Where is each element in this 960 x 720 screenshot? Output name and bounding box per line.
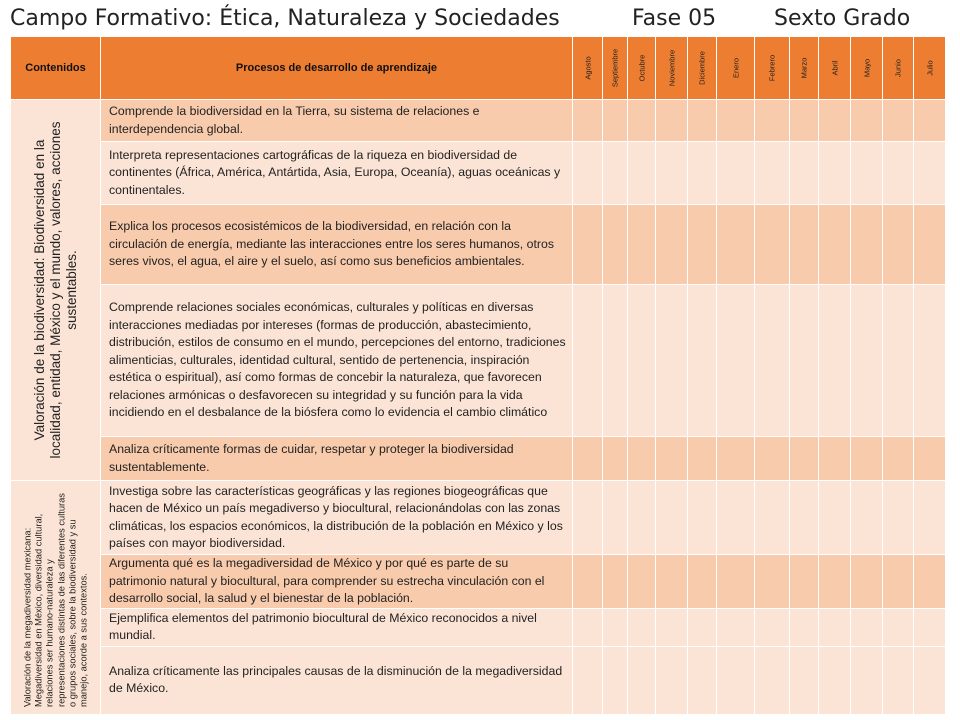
month-checkbox-cell[interactable]	[819, 142, 851, 205]
month-checkbox-cell[interactable]	[755, 646, 790, 714]
table-row	[11, 100, 946, 142]
table-row	[11, 608, 946, 646]
month-checkbox-cell[interactable]	[914, 100, 946, 142]
month-checkbox-cell[interactable]	[883, 481, 914, 555]
month-checkbox-cell[interactable]	[851, 142, 883, 205]
month-checkbox-cell[interactable]	[883, 646, 914, 714]
month-checkbox-cell[interactable]	[717, 205, 755, 285]
month-checkbox-cell[interactable]	[755, 555, 790, 609]
table-row	[11, 142, 946, 205]
table-row	[11, 205, 946, 285]
month-checkbox-cell[interactable]	[755, 100, 790, 142]
month-checkbox-cell[interactable]	[717, 555, 755, 609]
month-checkbox-cell[interactable]	[790, 437, 819, 481]
month-checkbox-cell[interactable]	[755, 481, 790, 555]
month-checkbox-cell[interactable]	[790, 100, 819, 142]
month-checkbox-cell[interactable]	[573, 142, 603, 205]
contenido-label: Valoración de la biodiversidad: Biodiversidad en la localidad, entidad, México y el mundo, valores, acciones sustentables.	[31, 121, 79, 459]
month-checkbox-cell[interactable]	[573, 608, 603, 646]
month-checkbox-cell[interactable]	[851, 481, 883, 555]
month-checkbox-cell[interactable]	[656, 142, 688, 205]
month-checkbox-cell[interactable]	[656, 205, 688, 285]
table-row	[11, 555, 946, 609]
month-checkbox-cell[interactable]	[603, 646, 628, 714]
month-header: Mayo	[851, 37, 883, 100]
month-checkbox-cell[interactable]	[755, 608, 790, 646]
month-checkbox-cell[interactable]	[656, 481, 688, 555]
month-checkbox-cell[interactable]	[628, 142, 656, 205]
month-checkbox-cell[interactable]	[603, 437, 628, 481]
month-checkbox-cell[interactable]	[628, 205, 656, 285]
month-checkbox-cell[interactable]	[790, 555, 819, 609]
month-checkbox-cell[interactable]	[883, 608, 914, 646]
month-checkbox-cell[interactable]	[688, 481, 717, 555]
campo-title: Campo Formativo: Ética, Naturaleza y Sociedades	[10, 6, 560, 31]
month-checkbox-cell[interactable]	[851, 100, 883, 142]
month-checkbox-cell[interactable]	[851, 205, 883, 285]
month-checkbox-cell[interactable]	[603, 608, 628, 646]
month-header: Julio	[914, 37, 946, 100]
month-checkbox-cell[interactable]	[819, 437, 851, 481]
month-checkbox-cell[interactable]	[656, 285, 688, 437]
month-checkbox-cell[interactable]	[717, 285, 755, 437]
proceso-cell: Ejemplifica elementos del patrimonio biocultural de México reconocidos a nivel mundial.	[101, 608, 573, 646]
month-checkbox-cell[interactable]	[755, 205, 790, 285]
month-checkbox-cell[interactable]	[688, 285, 717, 437]
month-header: Marzo	[790, 37, 819, 100]
month-checkbox-cell[interactable]	[688, 142, 717, 205]
month-checkbox-cell[interactable]	[755, 437, 790, 481]
month-checkbox-cell[interactable]	[573, 555, 603, 609]
proceso-cell: Comprende la biodiversidad en la Tierra, su sistema de relaciones e interdependencia global.	[101, 100, 573, 142]
month-checkbox-cell[interactable]	[851, 285, 883, 437]
month-checkbox-cell[interactable]	[717, 608, 755, 646]
table-row	[11, 285, 946, 437]
month-checkbox-cell[interactable]	[790, 608, 819, 646]
month-header: Septiembre	[603, 37, 628, 100]
month-checkbox-cell[interactable]	[883, 555, 914, 609]
month-checkbox-cell[interactable]	[851, 437, 883, 481]
month-checkbox-cell[interactable]	[603, 142, 628, 205]
month-checkbox-cell[interactable]	[883, 142, 914, 205]
month-header: Noviembre	[656, 37, 688, 100]
month-checkbox-cell[interactable]	[755, 285, 790, 437]
month-checkbox-cell[interactable]	[851, 555, 883, 609]
contenido-label: Valoración de la megadiversidad mexicana: Megadiversidad en México, diversidad cultural, relaciones ser humano-naturaleza y representaciones distintas de las diferentes culturas o grupos sociales, sobre la biodiversidad y su manejo, acorde a sus contextos.	[21, 493, 88, 708]
header-row	[11, 37, 946, 100]
month-header: Junio	[883, 37, 914, 100]
table-row	[11, 481, 946, 555]
month-checkbox-cell[interactable]	[790, 142, 819, 205]
month-checkbox-cell[interactable]	[656, 100, 688, 142]
month-checkbox-cell[interactable]	[688, 646, 717, 714]
table-row	[11, 646, 946, 714]
month-checkbox-cell[interactable]	[819, 285, 851, 437]
month-checkbox-cell[interactable]	[883, 205, 914, 285]
month-checkbox-cell[interactable]	[656, 437, 688, 481]
month-header: Agosto	[573, 37, 603, 100]
month-checkbox-cell[interactable]	[790, 205, 819, 285]
proceso-cell: Investiga sobre las características geográficas y las regiones biogeográficas que hacen de México un país megadiverso y biocultural, relacionándolas con las zonas climáticas, los espacios económicos, la distribución de la población en México y los países con mayor biodiversidad.	[101, 481, 573, 555]
month-checkbox-cell[interactable]	[883, 100, 914, 142]
month-header: Febrero	[755, 37, 790, 100]
month-checkbox-cell[interactable]	[717, 142, 755, 205]
month-checkbox-cell[interactable]	[851, 646, 883, 714]
proceso-cell: Explica los procesos ecosistémicos de la biodiversidad, en relación con la circulación de energía, mediante las interacciones entre los seres humanos, otros seres vivos, el agua, el aire y el suelo, así como sus beneficios ambientales.	[101, 205, 573, 285]
month-checkbox-cell[interactable]	[883, 285, 914, 437]
month-checkbox-cell[interactable]	[914, 555, 946, 609]
month-checkbox-cell[interactable]	[688, 100, 717, 142]
month-checkbox-cell[interactable]	[819, 608, 851, 646]
month-checkbox-cell[interactable]	[603, 205, 628, 285]
month-checkbox-cell[interactable]	[628, 555, 656, 609]
month-checkbox-cell[interactable]	[688, 555, 717, 609]
month-checkbox-cell[interactable]	[819, 100, 851, 142]
month-checkbox-cell[interactable]	[656, 646, 688, 714]
month-checkbox-cell[interactable]	[628, 100, 656, 142]
month-checkbox-cell[interactable]	[914, 142, 946, 205]
month-checkbox-cell[interactable]	[755, 142, 790, 205]
month-checkbox-cell[interactable]	[656, 555, 688, 609]
grado-label: Sexto Grado	[774, 6, 911, 31]
month-checkbox-cell[interactable]	[914, 285, 946, 437]
month-checkbox-cell[interactable]	[790, 481, 819, 555]
month-checkbox-cell[interactable]	[819, 555, 851, 609]
title-bar	[0, 0, 960, 36]
month-checkbox-cell[interactable]	[688, 608, 717, 646]
month-checkbox-cell[interactable]	[914, 481, 946, 555]
month-header: Abril	[819, 37, 851, 100]
month-checkbox-cell[interactable]	[790, 646, 819, 714]
month-checkbox-cell[interactable]	[914, 646, 946, 714]
proceso-cell: Analiza críticamente las principales causas de la disminución de la megadiversidad de México.	[101, 646, 573, 714]
month-checkbox-cell[interactable]	[573, 481, 603, 555]
col-procesos-header: Procesos de desarrollo de aprendizaje	[101, 37, 573, 100]
month-checkbox-cell[interactable]	[914, 205, 946, 285]
month-header: Enero	[717, 37, 755, 100]
month-checkbox-cell[interactable]	[603, 555, 628, 609]
month-checkbox-cell[interactable]	[628, 481, 656, 555]
month-checkbox-cell[interactable]	[914, 437, 946, 481]
month-checkbox-cell[interactable]	[628, 285, 656, 437]
contenido-cell	[11, 100, 101, 481]
month-checkbox-cell[interactable]	[717, 646, 755, 714]
proceso-cell: Argumenta qué es la megadiversidad de México y por qué es parte de su patrimonio natural y biocultural, para comprender su estrecha vinculación con el desarrollo social, la salud y el bienestar de la población.	[101, 555, 573, 609]
table-row	[11, 437, 946, 481]
month-checkbox-cell[interactable]	[573, 646, 603, 714]
month-checkbox-cell[interactable]	[717, 437, 755, 481]
month-checkbox-cell[interactable]	[628, 437, 656, 481]
month-checkbox-cell[interactable]	[688, 437, 717, 481]
proceso-cell: Analiza críticamente formas de cuidar, respetar y proteger la biodiversidad sustentablemente.	[101, 437, 573, 481]
month-header: Octubre	[628, 37, 656, 100]
month-checkbox-cell[interactable]	[628, 608, 656, 646]
month-checkbox-cell[interactable]	[573, 205, 603, 285]
month-checkbox-cell[interactable]	[573, 285, 603, 437]
month-checkbox-cell[interactable]	[819, 481, 851, 555]
col-contenidos-header: Contenidos	[11, 37, 101, 100]
month-checkbox-cell[interactable]	[603, 100, 628, 142]
month-checkbox-cell[interactable]	[883, 437, 914, 481]
month-checkbox-cell[interactable]	[603, 481, 628, 555]
fase-label: Fase 05	[632, 6, 717, 31]
month-checkbox-cell[interactable]	[573, 437, 603, 481]
month-checkbox-cell[interactable]	[914, 608, 946, 646]
month-checkbox-cell[interactable]	[603, 285, 628, 437]
month-header: Diciembre	[688, 37, 717, 100]
month-checkbox-cell[interactable]	[717, 481, 755, 555]
month-checkbox-cell[interactable]	[688, 205, 717, 285]
month-checkbox-cell[interactable]	[717, 100, 755, 142]
month-checkbox-cell[interactable]	[656, 608, 688, 646]
month-checkbox-cell[interactable]	[628, 646, 656, 714]
planning-table	[10, 36, 946, 715]
month-checkbox-cell[interactable]	[573, 100, 603, 142]
month-checkbox-cell[interactable]	[819, 646, 851, 714]
month-checkbox-cell[interactable]	[790, 285, 819, 437]
proceso-cell: Comprende relaciones sociales económicas, culturales y políticas en diversas interacciones mediadas por intereses (formas de producción, abastecimiento, distribución, estilos de consumo en el mundo, percepciones del entorno, tradiciones alimenticias, culturales, identidad cultural, sentido de pertenencia, inspiración estética o espiritual), así como formas de concebir la naturaleza, que favorecen relaciones armónicas o desfavorecen su integridad y su función para la vida incidiendo en el desbalance de la biósfera como lo evidencia el cambio climático	[101, 285, 573, 437]
contenido-cell	[11, 481, 101, 715]
proceso-cell: Interpreta representaciones cartográficas de la riqueza en biodiversidad de continentes (África, América, Antártida, Asia, Europa, Oceanía), aguas oceánicas y continentales.	[101, 142, 573, 205]
month-checkbox-cell[interactable]	[851, 608, 883, 646]
month-checkbox-cell[interactable]	[819, 205, 851, 285]
